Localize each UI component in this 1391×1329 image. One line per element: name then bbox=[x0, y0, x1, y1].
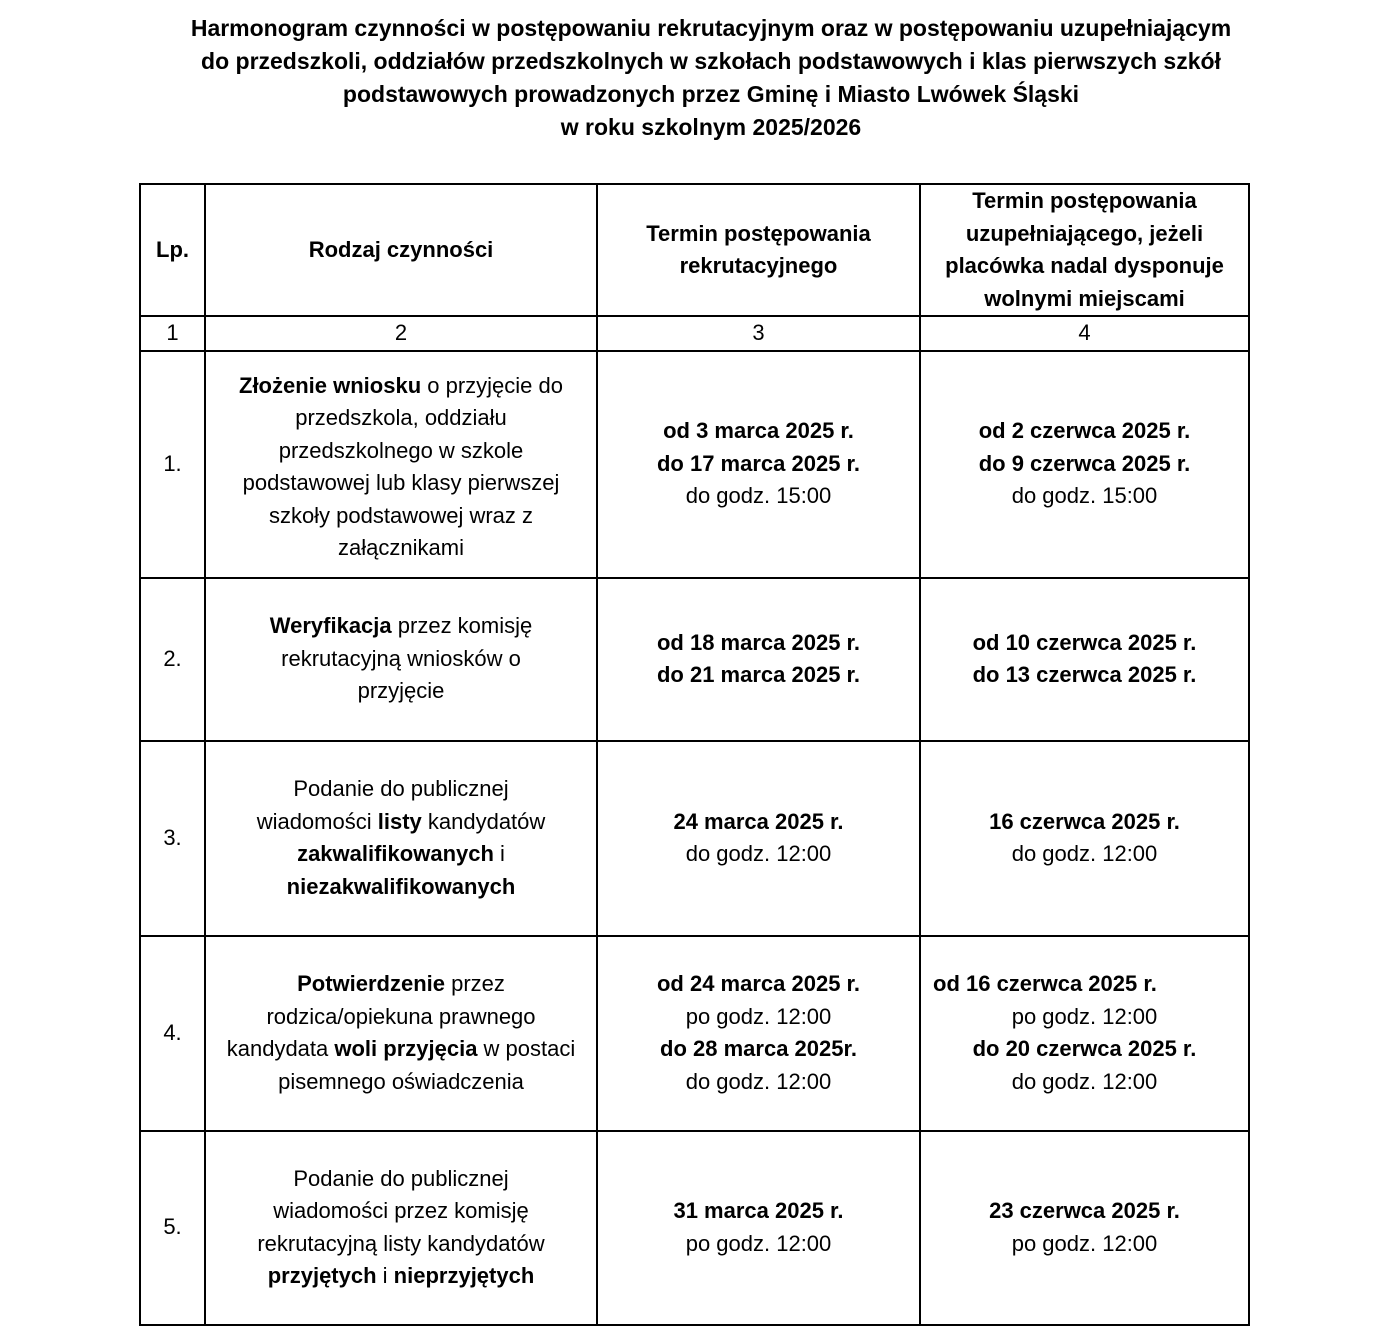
column-number: 2 bbox=[205, 316, 597, 351]
term-time: po godz. 12:00 bbox=[1011, 1230, 1158, 1256]
term-start: od 24 marca 2025 r. bbox=[656, 971, 861, 996]
term-date: 16 czerwca 2025 r. bbox=[989, 808, 1180, 834]
row-number: 1. bbox=[140, 351, 205, 578]
title-line-4: w roku szkolnym 2025/2026 bbox=[560, 114, 862, 140]
term-start: od 18 marca 2025 r. bbox=[656, 629, 861, 655]
header-row bbox=[140, 184, 1249, 316]
term-date: 31 marca 2025 r. bbox=[673, 1198, 844, 1223]
recruitment-term-cell bbox=[597, 351, 920, 578]
term-end: do 20 czerwca 2025 r. bbox=[972, 1036, 1197, 1061]
document-title bbox=[100, 12, 1322, 144]
header-activity: Rodzaj czynności bbox=[205, 184, 597, 316]
table-row bbox=[140, 1131, 1249, 1325]
activity-bold: nieprzyjętych bbox=[393, 1263, 535, 1288]
term-date: 23 czerwca 2025 r. bbox=[989, 1198, 1180, 1223]
recruitment-term-cell bbox=[597, 1131, 920, 1325]
activity-cell bbox=[205, 741, 597, 936]
term-time: do godz. 15:00 bbox=[685, 483, 832, 509]
term-end: do 17 marca 2025 r. bbox=[656, 450, 861, 476]
term-start: od 16 czerwca 2025 r. bbox=[933, 971, 1157, 996]
activity-bold: zakwalifikowanych bbox=[297, 841, 494, 866]
row-number: 5. bbox=[140, 1131, 205, 1325]
table-row bbox=[140, 578, 1249, 741]
column-number: 1 bbox=[140, 316, 205, 351]
term-end: do 13 czerwca 2025 r. bbox=[972, 662, 1197, 687]
term-start: od 3 marca 2025 r. bbox=[663, 418, 854, 444]
row-number: 3. bbox=[140, 741, 205, 936]
activity-cell bbox=[205, 351, 597, 578]
supplementary-term-cell bbox=[920, 1131, 1249, 1325]
column-number: 4 bbox=[920, 316, 1249, 351]
activity-text: i bbox=[493, 841, 505, 866]
activity-bold: przyjętych bbox=[267, 1263, 377, 1288]
table-row bbox=[140, 741, 1249, 936]
supplementary-term-cell bbox=[920, 936, 1249, 1131]
activity-bold: Potwierdzenie bbox=[297, 971, 445, 996]
supplementary-term-cell bbox=[920, 741, 1249, 936]
term-start: od 2 czerwca 2025 r. bbox=[978, 418, 1191, 444]
header-supplementary-term: Termin postępowania uzupełniającego, jeżeli placówka nadal dysponuje wolnymi miejscami bbox=[920, 184, 1249, 316]
schedule-table bbox=[139, 183, 1250, 1326]
recruitment-term-cell bbox=[597, 578, 920, 741]
activity-text: o przyjęcie do przedszkola, oddziału przedszkolnego w szkole podstawowej lub klasy pierwszej szkoły podstawowej wraz z załącznikami bbox=[242, 372, 563, 560]
term-time: po godz. 12:00 bbox=[1011, 1003, 1158, 1029]
term-time: po godz. 12:00 bbox=[685, 1230, 832, 1256]
table-row bbox=[140, 936, 1249, 1131]
row-number: 2. bbox=[140, 578, 205, 741]
column-number-row bbox=[140, 316, 1249, 351]
term-start: od 10 czerwca 2025 r. bbox=[972, 629, 1197, 655]
activity-text: w postaci pisemnego oświadczenia bbox=[278, 1036, 576, 1094]
column-number: 3 bbox=[597, 316, 920, 351]
term-end: do 28 marca 2025r. bbox=[660, 1036, 857, 1061]
activity-text: Podanie do publicznej wiadomości bbox=[256, 776, 509, 834]
term-end: do 9 czerwca 2025 r. bbox=[978, 450, 1191, 476]
table-row bbox=[140, 351, 1249, 578]
row-number: 4. bbox=[140, 936, 205, 1131]
supplementary-term-cell bbox=[920, 351, 1249, 578]
term-time: do godz. 12:00 bbox=[685, 841, 832, 866]
activity-bold: listy bbox=[377, 808, 422, 834]
title-line-3: podstawowych prowadzonych przez Gminę i Miasto Lwówek Śląski bbox=[342, 81, 1080, 107]
title-line-2: do przedszkoli, oddziałów przedszkolnych w szkołach podstawowych i klas pierwszych szkół bbox=[201, 48, 1221, 74]
term-time: do godz. 15:00 bbox=[1011, 483, 1158, 509]
term-date: 24 marca 2025 r. bbox=[673, 808, 844, 834]
title-line-1: Harmonogram czynności w postępowaniu rekrutacyjnym oraz w postępowaniu uzupełniającym bbox=[190, 15, 1232, 41]
activity-cell bbox=[205, 578, 597, 741]
activity-cell bbox=[205, 936, 597, 1131]
term-end: do 21 marca 2025 r. bbox=[656, 662, 861, 687]
supplementary-term-cell bbox=[920, 578, 1249, 741]
term-time: po godz. 12:00 bbox=[685, 1003, 832, 1029]
activity-bold: woli przyjęcia bbox=[334, 1036, 478, 1061]
term-time: do godz. 12:00 bbox=[685, 1068, 832, 1094]
header-recruitment-term: Termin postępowania rekrutacyjnego bbox=[597, 184, 920, 316]
activity-bold: Złożenie wniosku bbox=[239, 372, 422, 398]
activity-text: i bbox=[376, 1263, 394, 1288]
header-lp: Lp. bbox=[140, 184, 205, 316]
recruitment-term-cell bbox=[597, 936, 920, 1131]
activity-text: Podanie do publicznej wiadomości przez komisję rekrutacyjną listy kandydatów bbox=[257, 1165, 545, 1256]
activity-text: przez komisję rekrutacyjną wniosków o przyjęcie bbox=[281, 613, 533, 704]
activity-bold: Weryfikacja bbox=[269, 613, 392, 639]
recruitment-term-cell bbox=[597, 741, 920, 936]
activity-cell bbox=[205, 1131, 597, 1325]
activity-text: przez rodzica/opiekuna prawnego kandydata bbox=[226, 971, 536, 1061]
term-time: do godz. 12:00 bbox=[1011, 1068, 1158, 1094]
term-time: do godz. 12:00 bbox=[1011, 841, 1158, 866]
activity-text: kandydatów bbox=[421, 808, 546, 834]
activity-bold: niezakwalifikowanych bbox=[286, 873, 516, 899]
